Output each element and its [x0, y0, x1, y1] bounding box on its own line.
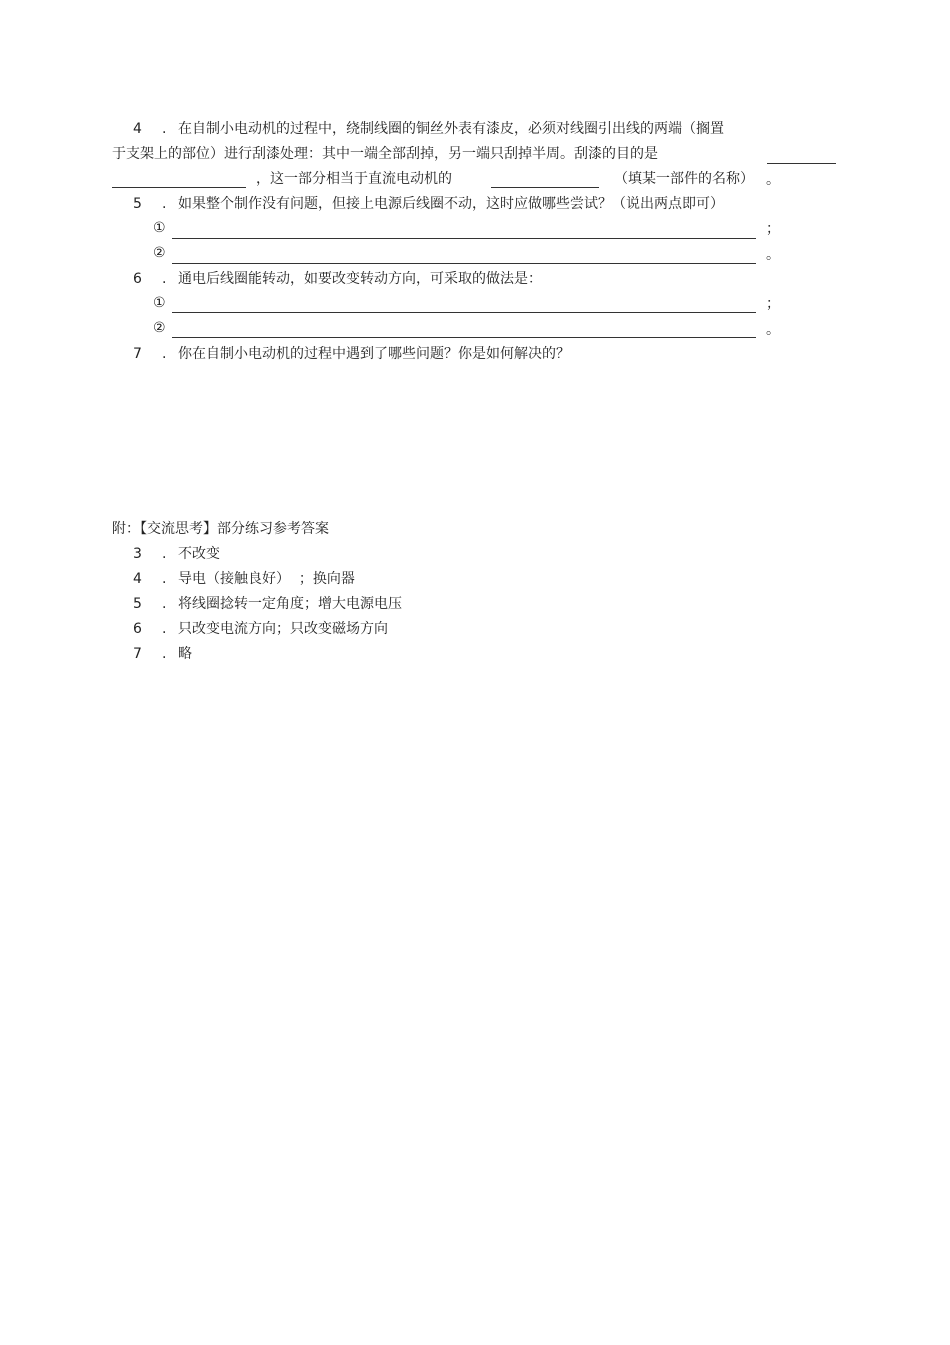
answer-line[interactable]	[172, 312, 756, 313]
answer-number: 4	[133, 571, 142, 587]
answer-text: 不改变	[178, 546, 220, 562]
question-dot: .	[162, 196, 167, 212]
question-text: 通电后线圈能转动，如要改变转动方向，可采取的做法是：	[178, 271, 542, 287]
answer-line[interactable]	[172, 263, 756, 264]
circled-number-2: ②	[153, 320, 166, 336]
question-text: 如果整个制作没有问题，但接上电源后线圈不动，这时应做哪些尝试？（说出两点即可）	[178, 196, 724, 212]
question-number: 6	[133, 271, 142, 287]
answer-text: 将线圈捻转一定角度；增大电源电压	[178, 596, 402, 612]
semicolon-mark: ；	[766, 296, 780, 312]
answer-key-heading: 附：【交流思考】部分练习参考答案	[112, 521, 329, 537]
answer-number: 5	[133, 596, 142, 612]
question-dot: .	[162, 346, 167, 362]
answer-number: 6	[133, 621, 142, 637]
question-dot: .	[162, 271, 167, 287]
answer-line[interactable]	[172, 238, 756, 239]
answer-dot: .	[162, 646, 167, 662]
answer-dot: .	[162, 621, 167, 637]
question-text-line1: 在自制小电动机的过程中，绕制线圈的铜丝外表有漆皮，必须对线圈引出线的两端（搁置	[178, 121, 724, 137]
period-mark: 。	[766, 322, 780, 338]
answer-blank[interactable]	[767, 163, 836, 164]
answer-dot: .	[162, 596, 167, 612]
question-number: 5	[133, 196, 142, 212]
answer-number: 3	[133, 546, 142, 562]
answer-text: 导电（接触良好） ；换向器	[178, 571, 355, 587]
semicolon-mark: ；	[766, 221, 780, 237]
answer-blank[interactable]	[491, 187, 599, 188]
period-mark: 。	[766, 172, 780, 188]
answer-dot: .	[162, 571, 167, 587]
question-dot: .	[162, 121, 167, 137]
question-text-line2: 于支架上的部位）进行刮漆处理：其中一端全部刮掉，另一端只刮掉半周。刮漆的目的是	[112, 146, 658, 162]
answer-line[interactable]	[172, 337, 756, 338]
answer-dot: .	[162, 546, 167, 562]
question-number: 7	[133, 346, 142, 362]
question-text-line3a: ，这一部分相当于直流电动机的	[256, 171, 452, 187]
circled-number-2: ②	[153, 245, 166, 261]
circled-number-1: ①	[153, 220, 166, 236]
answer-number: 7	[133, 646, 142, 662]
answer-text: 只改变电流方向；只改变磁场方向	[178, 621, 388, 637]
period-mark: 。	[766, 247, 780, 263]
answer-blank[interactable]	[112, 187, 246, 188]
question-text: 你在自制小电动机的过程中遇到了哪些问题？你是如何解决的？	[178, 346, 570, 362]
answer-text: 略	[178, 646, 192, 662]
circled-number-1: ①	[153, 295, 166, 311]
question-text-line3b: （填某一部件的名称）	[614, 171, 754, 187]
question-number: 4	[133, 121, 142, 137]
